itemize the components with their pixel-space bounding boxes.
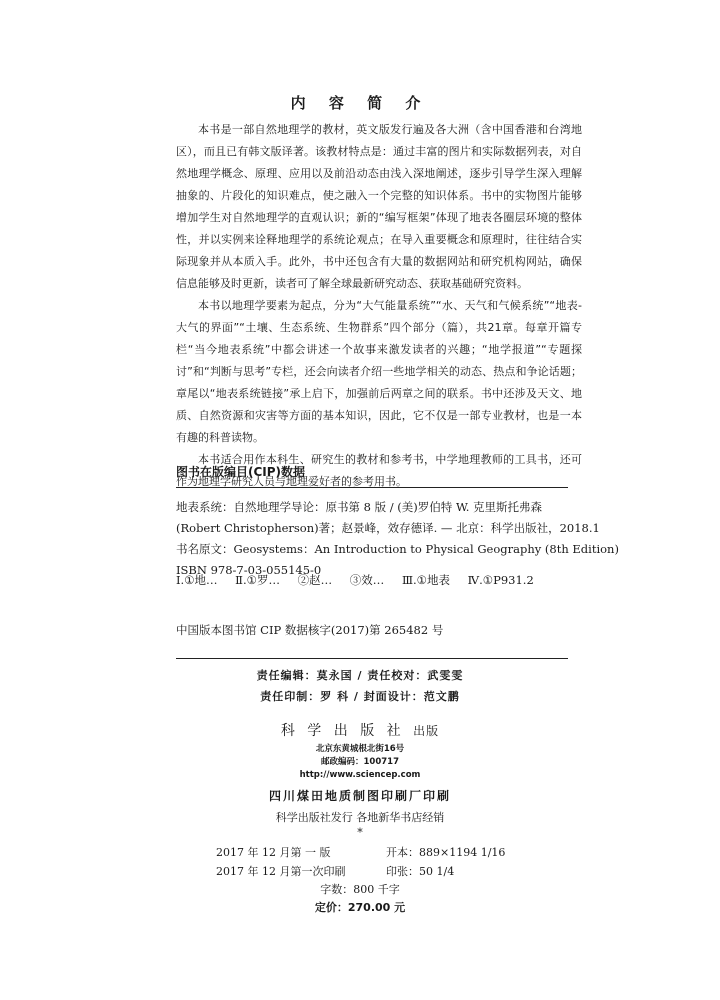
word-count: 字数：800 千字 bbox=[320, 883, 400, 896]
classification-item: Ⅰ.①地… bbox=[176, 573, 218, 587]
publisher-suffix: 出版 bbox=[413, 724, 440, 738]
printing-date: 2017 年 12 月第一次印刷 bbox=[216, 865, 346, 878]
printer: 四川煤田地质制图印刷厂印刷 bbox=[268, 789, 451, 803]
publisher-postcode: 邮政编码：100717 bbox=[321, 757, 399, 767]
summary-paragraph: 本书适合用作本科生、研究生的教材和参考书，中学地理教师的工具书，还可作为地理学研究人员与地理爱好者的参考用书。 bbox=[176, 453, 582, 488]
publisher-url: http://www.sciencep.com bbox=[299, 770, 421, 780]
credits-line: 责任印制：罗 科 / 封面设计：范文鹏 bbox=[260, 690, 460, 703]
credits bbox=[0, 665, 720, 707]
sheets: 印张：50 1/4 bbox=[386, 865, 455, 878]
cip-line: 地表系统：自然地理学导论：原书第 8 版 / (美)罗伯特 W. 克里斯托弗森 bbox=[176, 500, 543, 514]
summary-body bbox=[176, 119, 582, 493]
publisher-name: 科 学 出 版 社 bbox=[280, 723, 405, 739]
publisher-address: 北京东黄城根北街16号 bbox=[315, 744, 405, 754]
summary-paragraph: 本书以地理学要素为起点，分为“大气能量系统”“水、天气和气候系统”“地表-大气的界面”“土壤、生态系统、生物群系”四个部分（篇），共21章。每章开篇专栏“当今地表系统”中都会讲述一个故事来激发读者的兴趣；“地学报道”“专题探讨”和“判断与思考”专栏，还会向读者介绍一些地学相关的动态、热点和争论话题；章尾以“地表系统链接”承上启下，加强前后两章之间的联系。书中还涉及天文、地质、自然资源和灾害等方面的基本知识，因此，它不仅是一部专业教材，也是一本有趣的科普读物。 bbox=[176, 299, 582, 444]
cip-heading: 图书在版编目(CIP)数据 bbox=[176, 465, 306, 479]
cip-line: (Robert Christopherson)著；赵景峰，效存德译. — 北京：科学出版社，2018.1 bbox=[176, 521, 600, 535]
edition-info bbox=[216, 843, 536, 881]
page-title: 内 容 简 介 bbox=[290, 94, 430, 112]
publisher-line bbox=[0, 720, 720, 740]
cip-classification bbox=[176, 570, 576, 591]
classification-item: Ⅲ.①地表 bbox=[401, 573, 450, 587]
publisher-info bbox=[0, 743, 720, 782]
cip-record bbox=[176, 497, 619, 581]
credits-line: 责任编辑：莫永国 / 责任校对：武雯雯 bbox=[256, 669, 464, 682]
distributor: 科学出版社发行 各地新华书店经销 bbox=[275, 811, 445, 824]
cip-line: 书名原文：Geosystems：An Introduction to Physical Geography (8th Edition) bbox=[176, 542, 619, 556]
classification-item: Ⅱ.①罗… bbox=[235, 573, 280, 587]
summary-paragraph: 本书是一部自然地理学的教材，英文版发行遍及各大洲（含中国香港和台湾地区），而且已有韩文版译著。该教材特点是：通过丰富的图片和实际数据列表，对自然地理学概念、原理、应用以及前沿动态由浅入深地阐述，逐步引导学生深入理解抽象的、片段化的知识难点，使之融入一个完整的知识体系。书中的实物图片能够增加学生对自然地理学的直观认识；新的“编写框架”体现了地表各圈层环境的整体性，并以实例来诠释地理学的系统论观点；在导入重要概念和原理时，往往结合实际现象并从本质入手。此外，书中还包含有大量的数据网站和研究机构网站，确保信息能够及时更新，读者可了解全球最新研究动态、获取基础研究资料。 bbox=[176, 123, 582, 290]
isbn: ISBN 978-7-03-055145-0 bbox=[176, 563, 322, 577]
price: 定价：270.00 元 bbox=[314, 901, 406, 914]
classification-item: ③效… bbox=[349, 573, 385, 587]
format: 开本：889×1194 1/16 bbox=[386, 846, 506, 859]
classification-item: ②赵… bbox=[297, 573, 333, 587]
edition-date: 2017 年 12 月第 一 版 bbox=[216, 846, 331, 859]
classification-item: Ⅳ.①P931.2 bbox=[467, 573, 534, 587]
cip-top-rule bbox=[176, 487, 568, 488]
separator-star: * bbox=[357, 826, 363, 839]
cip-library-note: 中国版本图书馆 CIP 数据核字(2017)第 265482 号 bbox=[176, 623, 444, 637]
cip-bottom-rule bbox=[176, 658, 568, 659]
